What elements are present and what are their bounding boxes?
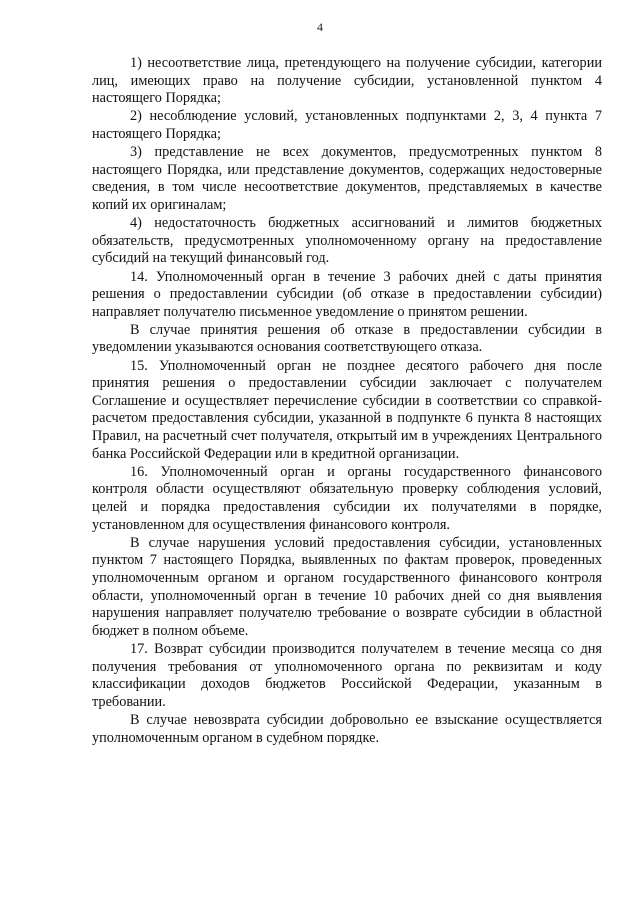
paragraph-violation-return: В случае нарушения условий предоставления субсидии, установленных пунктом 7 настоящего Порядка, выявленных по фактам проверок, проведенных уполномоченным органом и органом государственного финансового контроля области, уполномоченный орган в течение 10 рабочих дней со дня выявления нарушения направляет получателю требование о возврате субсидии в областной бюджет в полном объеме. (92, 534, 602, 639)
paragraph-item-4: 4) недостаточность бюджетных ассигнований и лимитов бюджетных обязательств, предусмотренных уполномоченному органу на предоставление субсидий на текущий финансовый год. (92, 215, 602, 267)
paragraph-clause-16: 16. Уполномоченный орган и органы государственного финансового контроля области осуществляют обязательную проверку соблюдения условий, целей и порядка предоставления субсидии их получателями в порядке, установленном для осуществления финансового контроля. (92, 463, 602, 533)
page-number: 4 (317, 20, 323, 34)
document-body (92, 55, 602, 748)
paragraph-item-3: 3) представление не всех документов, предусмотренных пунктом 8 настоящего Порядка, или представление документов, содержащих недостоверные сведения, в том числе несоответствие документов, представляемых в качестве копий их оригиналам; (92, 144, 602, 213)
paragraph-refusal-notice: В случае принятия решения об отказе в предоставлении субсидии в уведомлении указываются основания соответствующего отказа. (92, 321, 602, 356)
paragraph-item-1: 1) несоответствие лица, претендующего на получение субсидии, категории лиц, имеющих право на получение субсидии, установленной пунктом 4 настоящего Порядка; (92, 55, 602, 107)
paragraph-clause-17: 17. Возврат субсидии производится получателем в течение месяца со дня получения требования от уполномоченного органа по реквизитам и коду классификации доходов бюджетов Российской Федерации, указанным в требовании. (92, 640, 602, 710)
paragraph-clause-14: 14. Уполномоченный орган в течение 3 рабочих дней с даты принятия решения о предоставлении субсидии (об отказе в предоставлении субсидии) направляет получателю письменное уведомление о принятом решении. (92, 268, 602, 320)
paragraph-court-recovery: В случае невозврата субсидии добровольно ее взыскание осуществляется уполномоченным органом в судебном порядке. (92, 711, 602, 746)
paragraph-clause-15: 15. Уполномоченный орган не позднее десятого рабочего дня после принятия решения о предоставлении субсидии заключает с получателем Соглашение и осуществляет перечисление субсидии в соответствии со справкой-расчетом предоставления субсидии, указанной в подпункте 6 пункта 8 настоящих Правил, на расчетный счет получателя, открытый им в учреждениях Центрального банка Российской Федерации или в кредитной организации. (92, 357, 602, 462)
paragraph-item-2: 2) несоблюдение условий, установленных подпунктами 2, 3, 4 пункта 7 настоящего Порядка; (92, 108, 602, 142)
